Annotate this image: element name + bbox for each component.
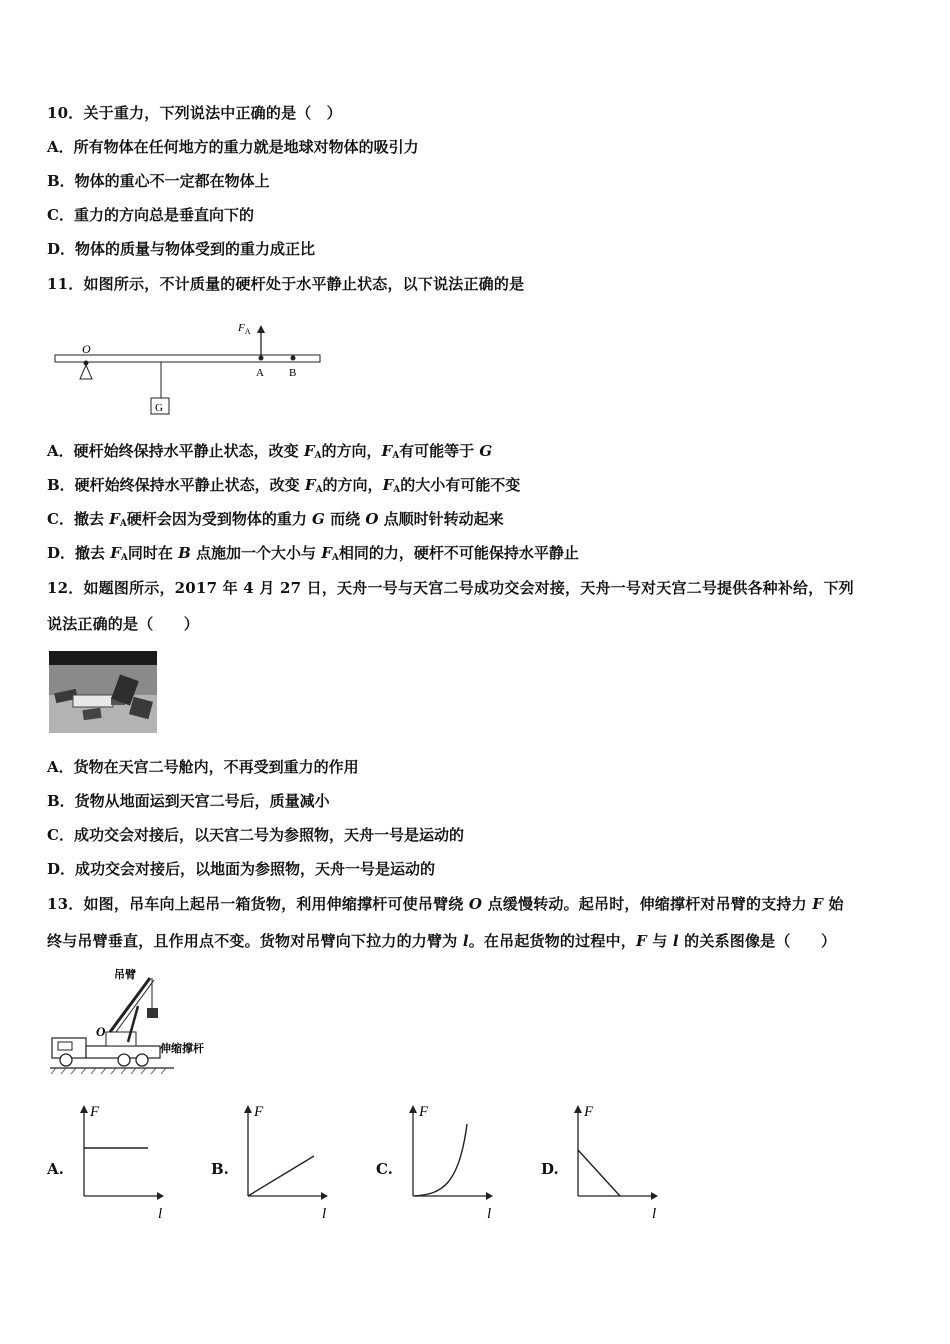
- graph-b-curve: [248, 1156, 314, 1196]
- lever-figure: [50, 315, 330, 420]
- graph-c-x-label: l: [487, 1206, 492, 1220]
- graph-d: [566, 1100, 666, 1220]
- q12-option-a: A．货物在天宫二号舱内，不再受到重力的作用: [47, 758, 359, 776]
- graph-d-y-label: F: [584, 1104, 594, 1120]
- q10-option-d: D．物体的质量与物体受到的重力成正比: [47, 240, 316, 258]
- q11-option-d: D．撤去 $F_A$同时在 B 点施加一个大小与 $F_A$相同的力，硬杆不可能保持水平静止: [47, 544, 579, 563]
- q12-option-d: D．成功交会对接后，以地面为参照物，天舟一号是运动的: [47, 860, 436, 878]
- point-a-label: A: [256, 367, 264, 379]
- force-fa-sub: A: [244, 327, 251, 336]
- q10-option-c: C．重力的方向总是垂直向下的: [47, 206, 254, 224]
- graph-a-label: A.: [47, 1160, 64, 1178]
- strut-label: 伸缩撑杆: [160, 1043, 204, 1055]
- q10-option-a: A．所有物体在任何地方的重力就是地球对物体的吸引力: [47, 138, 419, 156]
- graph-c-y-label: F: [419, 1104, 429, 1120]
- pivot-o-label: O: [82, 342, 91, 356]
- wheel-rear-1: [118, 1054, 130, 1066]
- force-fa-arrowhead: [257, 325, 265, 333]
- force-fa-label: F: [238, 322, 245, 334]
- q12-option-c: C．成功交会对接后，以天宫二号为参照物，天舟一号是运动的: [47, 826, 464, 844]
- point-a-dot: [259, 356, 264, 361]
- q11-option-c: C．撤去 $F_A$硬杆会因为受到物体的重力 G 而绕 O 点顺时针转动起来: [47, 510, 504, 529]
- q11-option-b: B．硬杆始终保持水平静止状态，改变 $F_A$的方向，$F_A$的大小有可能不变: [47, 476, 521, 495]
- graph-c-curve: [415, 1124, 467, 1196]
- graph-b-y-label: F: [254, 1104, 264, 1120]
- q13-stem-line2: 终与吊臂垂直，且作用点不变。货物对吊臂向下拉力的力臂为 l。在吊起货物的过程中，F 与 l 的关系图像是（ ）: [47, 932, 837, 950]
- q12-option-b: B．货物从地面运到天宫二号后，质量减小: [47, 792, 330, 810]
- graph-a-x-label: l: [158, 1206, 163, 1220]
- graph-b: [236, 1100, 336, 1220]
- weight-g-label: G: [155, 402, 163, 414]
- graph-b-x-label: l: [322, 1206, 327, 1220]
- q12-stem-line1: 12．如题图所示，2017 年 4 月 27 日，天舟一号与天宫二号成功交会对接，天舟一号对天宫二号提供各种补给，下列: [47, 579, 854, 597]
- svg-text:FA: [237, 322, 251, 336]
- space-station-photo: [49, 651, 157, 733]
- point-b-label: B: [289, 367, 297, 379]
- q10-option-b: B．物体的重心不一定都在物体上: [47, 172, 270, 190]
- wheel-rear-2: [136, 1054, 148, 1066]
- graph-c: [401, 1100, 501, 1220]
- q10-stem: 10．关于重力，下列说法中正确的是（ ）: [47, 104, 342, 122]
- wheel-front: [60, 1054, 72, 1066]
- cargo-box: [147, 1008, 158, 1018]
- q12-stem-line2: 说法正确的是（ ）: [47, 615, 200, 633]
- arm-label: 吊臂: [114, 969, 136, 981]
- graph-d-x-label: l: [652, 1206, 657, 1220]
- graph-a-y-label: F: [90, 1104, 100, 1120]
- point-b-dot: [291, 356, 296, 361]
- graph-d-label: D.: [541, 1160, 559, 1178]
- crane-arm: [110, 978, 150, 1032]
- graph-a: [72, 1100, 172, 1220]
- q11-option-a: A．硬杆始终保持水平静止状态，改变 $F_A$的方向，$F_A$有可能等于 G: [47, 442, 493, 461]
- pivot-o-label: O: [96, 1024, 106, 1039]
- fulcrum-icon: [80, 365, 92, 379]
- graph-b-label: B.: [211, 1160, 229, 1178]
- q11-stem: 11．如图所示，不计质量的硬杆处于水平静止状态，以下说法正确的是: [47, 275, 525, 293]
- crane-figure: [46, 966, 226, 1076]
- graph-d-curve: [578, 1150, 620, 1196]
- lever-bar: [55, 355, 320, 362]
- q13-stem-line1: 13．如图，吊车向上起吊一箱货物，利用伸缩撑杆可使吊臂绕 O 点缓慢转动。起吊时，伸缩撑杆对吊臂的支持力 F 始: [47, 895, 844, 913]
- graph-c-label: C.: [376, 1160, 393, 1178]
